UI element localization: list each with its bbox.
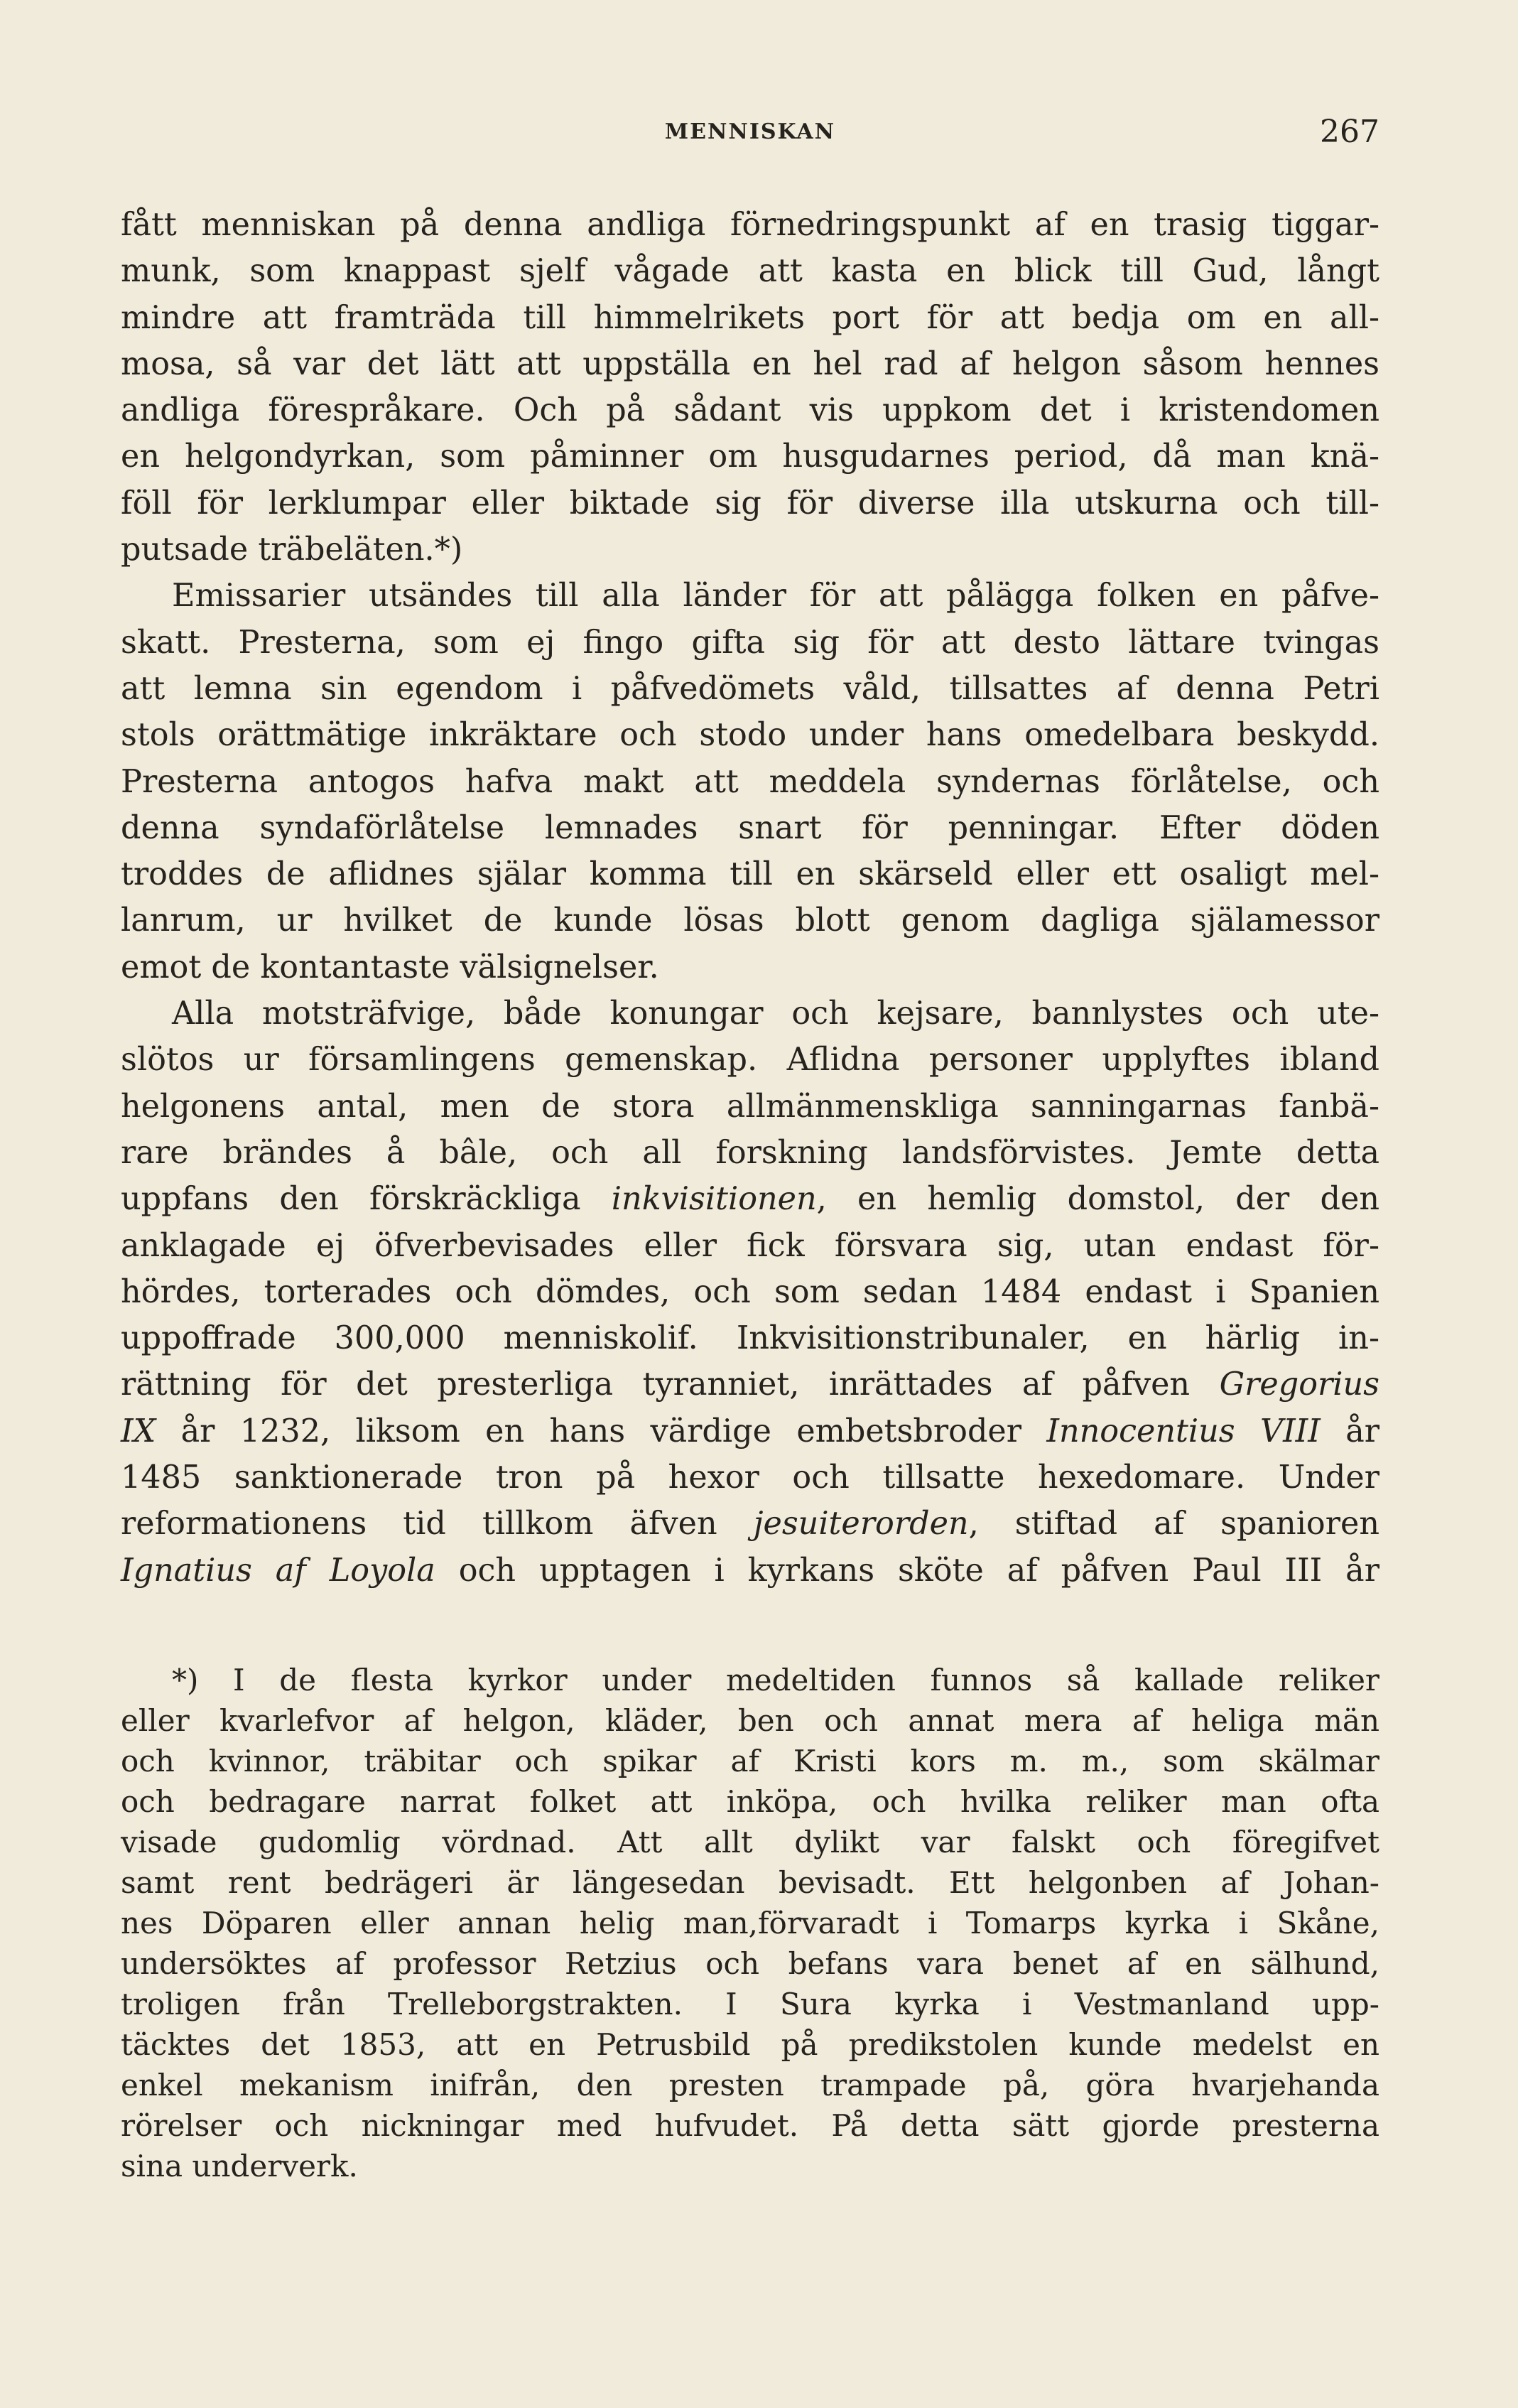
text-line xyxy=(121,1361,1379,1408)
text-line: mindre att framträda till himmelrikets port för att bedja om en all- xyxy=(121,299,1379,336)
footnote-line: sina underverk. xyxy=(121,2149,358,2183)
text-line: rare brändes å bâle, och all forskning landsförvistes. Jemte detta xyxy=(121,1134,1379,1171)
text-line: munk, som knappast sjelf vågade att kasta en blick till Gud, långt xyxy=(121,253,1379,290)
text-line: slötos ur församlingens gemenskap. Aflidna personer upplyftes ibland xyxy=(121,1042,1379,1079)
footnote-line: eller kvarlefvor af helgon, kläder, ben och annat mera af heliga män xyxy=(121,1703,1379,1738)
running-title: MENNISKAN xyxy=(664,119,836,144)
text-line: anklagade ej öfverbevisades eller fick försvara sig, utan endast för- xyxy=(121,1227,1379,1264)
text-line: att lemna sin egendom i påfvedömets våld, tillsattes af denna Petri xyxy=(121,670,1379,707)
text-run: , stiftad af spanioren xyxy=(968,1506,1379,1543)
footnote-line: troligen från Trelleborgstrakten. I Sura kyrka i Vestmanland upp- xyxy=(121,1987,1379,2021)
footnote-line: och bedragare narrat folket att inköpa, och hvilka reliker man ofta xyxy=(121,1784,1379,1819)
text-line xyxy=(121,1408,1379,1454)
text-line: denna syndaförlåtelse lemnades snart för penningar. Efter döden xyxy=(121,809,1379,846)
italic-name: Innocentius VIII xyxy=(1046,1413,1321,1449)
text-line: Emissarier utsändes till alla länder för att pålägga folken en påfve- xyxy=(172,578,1379,615)
footnote-line: visade gudomlig vördnad. Att allt dylikt var falskt och föregifvet xyxy=(121,1825,1379,1859)
italic-term: jesuiterorden xyxy=(753,1506,969,1543)
footnote-line: nes Döparen eller annan helig man,förvaradt i Tomarps kyrka i Skåne, xyxy=(121,1906,1379,1940)
text-run: reformationens tid tillkom äfven xyxy=(121,1506,754,1543)
text-line: emot de kontantaste välsignelser. xyxy=(121,949,659,986)
text-line: föll för lerklumpar eller biktade sig för diverse illa utskurna och till- xyxy=(121,485,1379,522)
footnote xyxy=(121,1660,1379,2186)
text-line: Alla motsträfvige, både konungar och kejsare, bannlystes och ute- xyxy=(172,995,1379,1032)
text-line: 1485 sanktionerade tron på hexor och tillsatte hexedomare. Under xyxy=(121,1459,1379,1496)
text-run: uppfans den förskräckliga xyxy=(121,1181,612,1218)
running-head xyxy=(121,114,1379,156)
text-run: och upptagen i kyrkans sköte af påfven Paul III år xyxy=(435,1552,1379,1589)
text-line xyxy=(121,1176,1379,1222)
footnote-line: rörelser och nickningar med hufvudet. På detta sätt gjorde presterna xyxy=(121,2108,1379,2143)
text-line: andliga förespråkare. Och på sådant vis uppkom det i kristendomen xyxy=(121,392,1379,429)
text-line xyxy=(121,1501,1379,1547)
text-line: stols orättmätige inkräktare och stodo under hans omedelbara beskydd. xyxy=(121,717,1379,754)
italic-name: Ignatius af Loyola xyxy=(121,1552,435,1589)
footnote-line: täcktes det 1853, att en Petrusbild på predikstolen kunde medelst en xyxy=(121,2027,1379,2062)
text-line: hördes, torterades och dömdes, och som sedan 1484 endast i Spanien xyxy=(121,1273,1379,1310)
text-run: år xyxy=(1320,1413,1379,1449)
footnote-line: samt rent bedrägeri är längesedan bevisadt. Ett helgonben af Johan- xyxy=(121,1865,1379,1900)
text-line: troddes de aflidnes själar komma till en skärseld eller ett osaligt mel- xyxy=(121,856,1379,893)
italic-term: inkvisitionen xyxy=(611,1181,817,1218)
footnote-line: enkel mekanism inifrån, den presten trampade på, göra hvarjehanda xyxy=(121,2068,1379,2102)
body-text xyxy=(121,202,1379,1594)
text-line: putsade träbeläten.*) xyxy=(121,531,463,568)
text-line: Presterna antogos hafva makt att meddela syndernas förlåtelse, och xyxy=(121,763,1379,800)
footnote-line: och kvinnor, träbitar och spikar af Kristi kors m. m., som skälmar xyxy=(121,1744,1379,1778)
footnote-line: undersöktes af professor Retzius och befans vara benet af en sälhund, xyxy=(121,1946,1379,1981)
text-line xyxy=(121,1548,1379,1594)
text-run: , en hemlig domstol, der den xyxy=(816,1181,1379,1218)
text-line: uppoffrade 300,000 menniskolif. Inkvisitionstribunaler, en härlig in- xyxy=(121,1320,1379,1357)
text-line: helgonens antal, men de stora allmänmenskliga sanningarnas fanbä- xyxy=(121,1088,1379,1125)
text-run: rättning för det presterliga tyranniet, inrättades af påfven xyxy=(121,1366,1220,1403)
footnote-line: *) I de flesta kyrkor under medeltiden funnos så kallade reliker xyxy=(172,1663,1379,1697)
text-line: fått menniskan på denna andliga förnedringspunkt af en trasig tiggar- xyxy=(121,207,1379,243)
italic-name: IX xyxy=(121,1413,156,1449)
text-run: år 1232, liksom en hans värdige embetsbroder xyxy=(156,1413,1047,1449)
italic-name: Gregorius xyxy=(1219,1366,1379,1403)
text-line: lanrum, ur hvilket de kunde lösas blott genom dagliga själamessor xyxy=(121,902,1379,939)
text-line: en helgondyrkan, som påminner om husgudarnes period, då man knä- xyxy=(121,438,1379,475)
text-line: mosa, så var det lätt att uppställa en hel rad af helgon såsom hennes xyxy=(121,345,1379,382)
text-line: skatt. Presterna, som ej fingo gifta sig för att desto lättare tvingas xyxy=(121,624,1379,661)
page-number: 267 xyxy=(1320,114,1379,150)
